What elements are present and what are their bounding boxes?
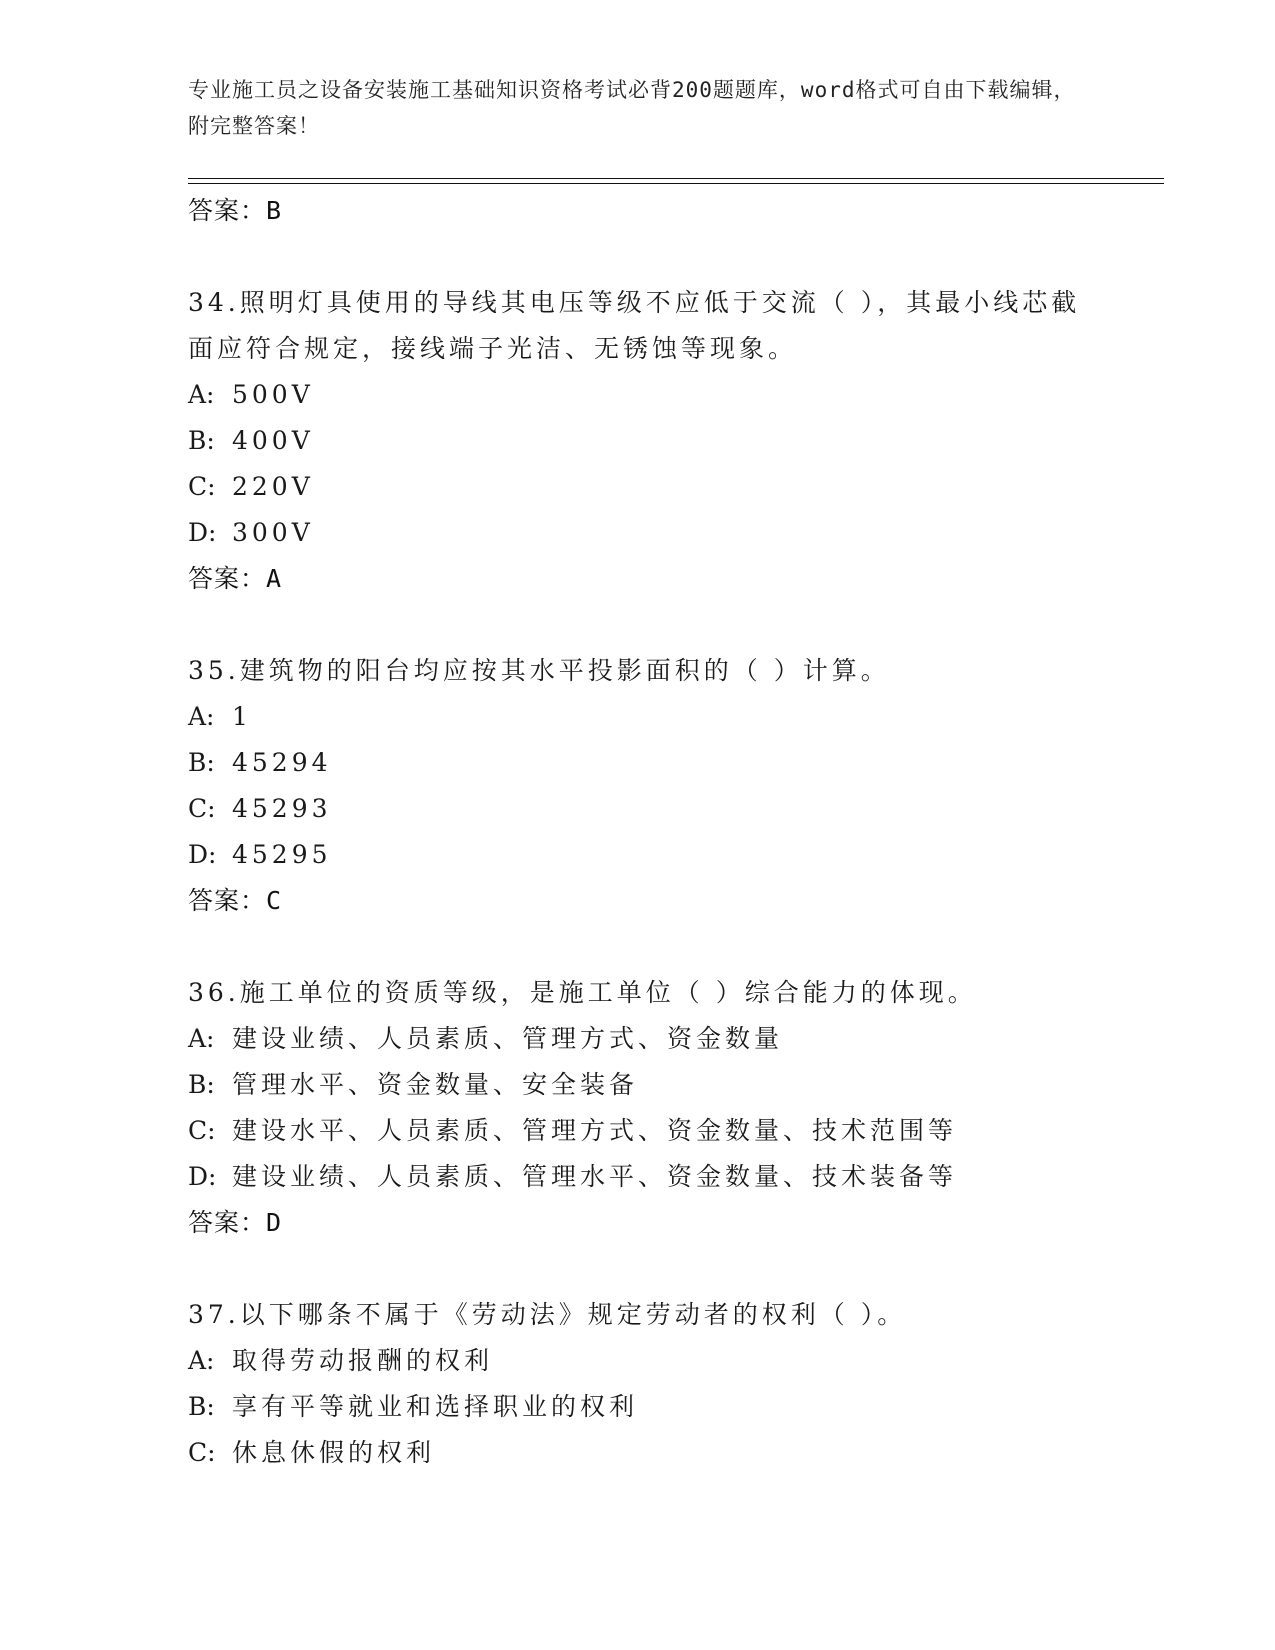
question-34 <box>188 280 1088 602</box>
option-text: 休息休假的权利 <box>232 1438 436 1467</box>
option-letter: D: <box>188 840 217 869</box>
option-a <box>188 1016 1088 1062</box>
option-b <box>188 1384 1088 1430</box>
option-b <box>188 740 1088 786</box>
option-c <box>188 1108 1088 1154</box>
question-35 <box>188 648 1088 924</box>
header-divider-line <box>188 178 1164 179</box>
option-text: 取得劳动报酬的权利 <box>232 1346 494 1375</box>
document-header: 专业施工员之设备安装施工基础知识资格考试必背200题题库，word格式可自由下载编辑，附完整答案！ <box>188 78 1076 138</box>
answer-line: 答案：C <box>188 886 283 915</box>
option-letter: B: <box>188 426 215 455</box>
option-letter: A: <box>188 380 215 409</box>
option-text: 45295 <box>232 840 332 869</box>
option-text: 500V <box>232 380 314 409</box>
option-text: 建设业绩、人员素质、管理方式、资金数量 <box>232 1024 784 1053</box>
option-letter: D: <box>188 1162 217 1191</box>
question-stem: 37.以下哪条不属于《劳动法》规定劳动者的权利（ ）。 <box>188 1300 907 1329</box>
option-b <box>188 418 1088 464</box>
option-d <box>188 1154 1088 1200</box>
option-letter: D: <box>188 518 217 547</box>
question-37 <box>188 1292 1088 1476</box>
option-letter: C: <box>188 794 216 823</box>
option-c <box>188 786 1088 832</box>
question-stem: 34.照明灯具使用的导线其电压等级不应低于交流（ ），其最小线芯截面应符合规定，接线端子光洁、无锈蚀等现象。 <box>188 288 1081 363</box>
option-c <box>188 1430 1088 1476</box>
answer-line: 答案：B <box>188 196 283 225</box>
option-text: 1 <box>232 702 252 731</box>
option-text: 300V <box>232 518 314 547</box>
option-text: 400V <box>232 426 314 455</box>
spacer <box>188 602 1088 648</box>
option-text: 45293 <box>232 794 332 823</box>
option-letter: A: <box>188 1346 215 1375</box>
option-text: 管理水平、资金数量、安全装备 <box>232 1070 639 1099</box>
option-d <box>188 832 1088 878</box>
option-a <box>188 372 1088 418</box>
spacer <box>188 234 1088 280</box>
question-36 <box>188 970 1088 1246</box>
option-text: 220V <box>232 472 314 501</box>
option-letter: B: <box>188 1392 215 1421</box>
spacer <box>188 1246 1088 1292</box>
answer-line: 答案：A <box>188 564 283 593</box>
option-letter: C: <box>188 1438 216 1467</box>
option-d <box>188 510 1088 556</box>
option-text: 享有平等就业和选择职业的权利 <box>232 1392 639 1421</box>
option-text: 45294 <box>232 748 332 777</box>
option-a <box>188 694 1088 740</box>
spacer <box>188 924 1088 970</box>
option-letter: A: <box>188 702 215 731</box>
option-text: 建设水平、人员素质、管理方式、资金数量、技术范围等 <box>232 1116 958 1145</box>
option-letter: C: <box>188 472 216 501</box>
question-stem: 35.建筑物的阳台均应按其水平投影面积的（ ）计算。 <box>188 656 890 685</box>
header-divider-line-secondary <box>188 183 1164 184</box>
option-a <box>188 1338 1088 1384</box>
question-stem: 36.施工单位的资质等级，是施工单位（ ）综合能力的体现。 <box>188 978 977 1007</box>
option-c <box>188 464 1088 510</box>
question-list <box>188 188 1088 1476</box>
answer-line: 答案：D <box>188 1208 283 1237</box>
option-letter: B: <box>188 748 215 777</box>
option-b <box>188 1062 1088 1108</box>
option-letter: C: <box>188 1116 216 1145</box>
option-letter: B: <box>188 1070 215 1099</box>
option-text: 建设业绩、人员素质、管理水平、资金数量、技术装备等 <box>232 1162 958 1191</box>
option-letter: A: <box>188 1024 215 1053</box>
